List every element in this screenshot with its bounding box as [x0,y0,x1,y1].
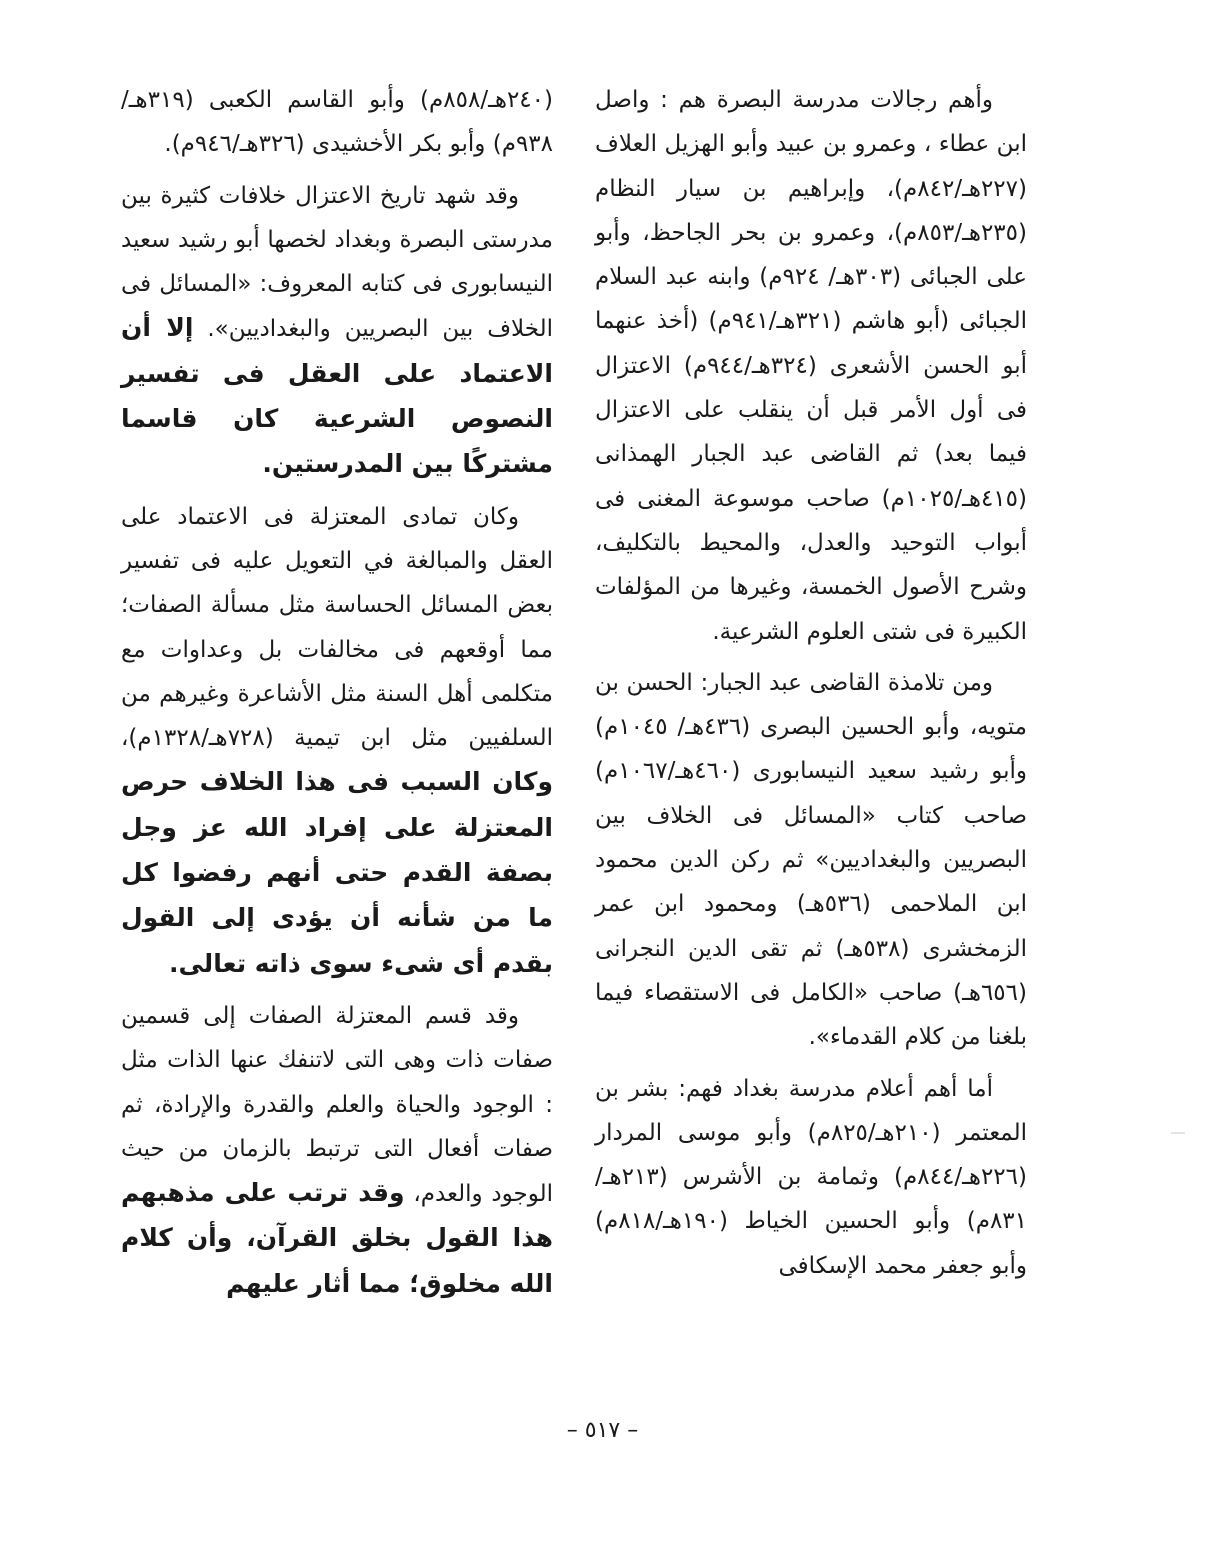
text-segment: وقد قسم المعتزلة الصفات إلى قسمين صفات ذات وهى التى لاتنفك عنها الذات مثل : الوجود والحياة والعلم والقدرة والإرادة، ثم صفات أفعال التى ترتبط بالزمان من حيث الوجود والعدم، [121,1002,553,1208]
bold-text-segment: وقد ترتب على مذهبهم هذا القول بخلق القرآن، وأن كلام الله مخلوق؛ مما أثار عليهم [121,1178,553,1298]
left-column [121,78,553,1307]
paragraph [121,78,553,167]
page-number: – ٥١٧ – [566,1418,639,1443]
paragraph [121,994,553,1307]
text-segment: وكان تمادى المعتزلة فى الاعتماد على العقل والمبالغة في التعويل عليه فى تفسير بعض المسائل الحساسة مثل مسألة الصفات؛ مما أوقعهم فى مخالفات بل وعداوات مع متكلمى أهل السنة مثل الأشاعرة وغيرهم من السلفيين مثل ابن تيمية (٧٢٨هـ/١٣٢٨م)، [121,503,553,752]
paragraph [121,174,553,488]
bold-text-segment: إلا أن الاعتماد على العقل فى تفسير النصوص الشرعية كان قاسما مشتركًا بين المدرستين. [121,313,553,479]
scan-speck [1171,1132,1185,1134]
text-segment: وأهم رجالات مدرسة البصرة هم : واصل ابن عطاء ، وعمرو بن عبيد وأبو الهزيل العلاف (٢٢٧هـ/٨٤٢م)، وإبراهيم بن سيار النظام (٢٣٥هـ/٨٥٣م)، وعمرو بن بحر الجاحظ، وأبو على الجبائى (٣٠٣هـ/ ٩٢٤م) وابنه عبد السلام الجبائى (أبو هاشم (٣٢١هـ/٩٤١م) (أخذ عنهما أبو الحسن الأشعرى (٣٢٤هـ/٩٤٤م) الاعتزال فى أول الأمر قبل أن ينقلب على الاعتزال فيما بعد) ثم القاضى عبد الجبار الهمذانى (٤١٥هـ/١٠٢٥م) صاحب موسوعة المغنى فى أبواب التوحيد والعدل، والمحيط بالتكليف، وشرح الأصول الخمسة، وغيرها من المؤلفات الكبيرة فى شتى العلوم الشرعية. [595,87,1027,645]
paragraph [121,495,553,987]
bold-text-segment: وكان السبب فى هذا الخلاف حرص المعتزلة على إفراد الله عز وجل بصفة القدم حتى أنهم رفضوا كل ما من شأنه أن يؤدى إلى القول بقدم أى شىء سوى ذاته تعالى. [121,767,553,978]
paragraph [595,1067,1027,1288]
text-segment: (٢٤٠هـ/٨٥٨م) وأبو القاسم الكعبى (٣١٩هـ/٩٣٨م) وأبو بكر الأخشيدى (٣٢٦هـ/٩٤٦م). [121,87,553,158]
paragraph [595,78,1027,654]
right-column [595,78,1027,1288]
text-segment: أما أهم أعلام مدرسة بغداد فهم: بشر بن المعتمر (٢١٠هـ/٨٢٥م) وأبو موسى المردار (٢٢٦هـ/٨٤٤م) وثمامة بن الأشرس (٢١٣هـ/٨٣١م) وأبو الحسين الخياط (١٩٠هـ/٨١٨م) وأبو جعفر محمد الإسكافى [595,1075,1027,1279]
paragraph [595,661,1027,1060]
text-segment: وقد شهد تاريخ الاعتزال خلافات كثيرة بين مدرستى البصرة وبغداد لخصها أبو رشيد سعيد النيسابورى فى كتابه المعروف: «المسائل فى الخلاف بين البصريين والبغداديين». [121,182,554,343]
text-segment: ومن تلامذة القاضى عبد الجبار: الحسن بن متويه، وأبو الحسين البصرى (٤٣٦هـ/ ١٠٤٥م) وأبو رشيد سعيد النيسابورى (٤٦٠هـ/١٠٦٧م) صاحب كتاب «المسائل فى الخلاف بين البصريين والبغداديين» ثم ركن الدين محمود ابن الملاحمى (٥٣٦هـ) ومحمود ابن عمر الزمخشرى (٥٣٨هـ) ثم تقى الدين النجرانى (٦٥٦هـ) صاحب «الكامل فى الاستقصاء فيما بلغنا من كلام القدماء». [595,669,1028,1051]
